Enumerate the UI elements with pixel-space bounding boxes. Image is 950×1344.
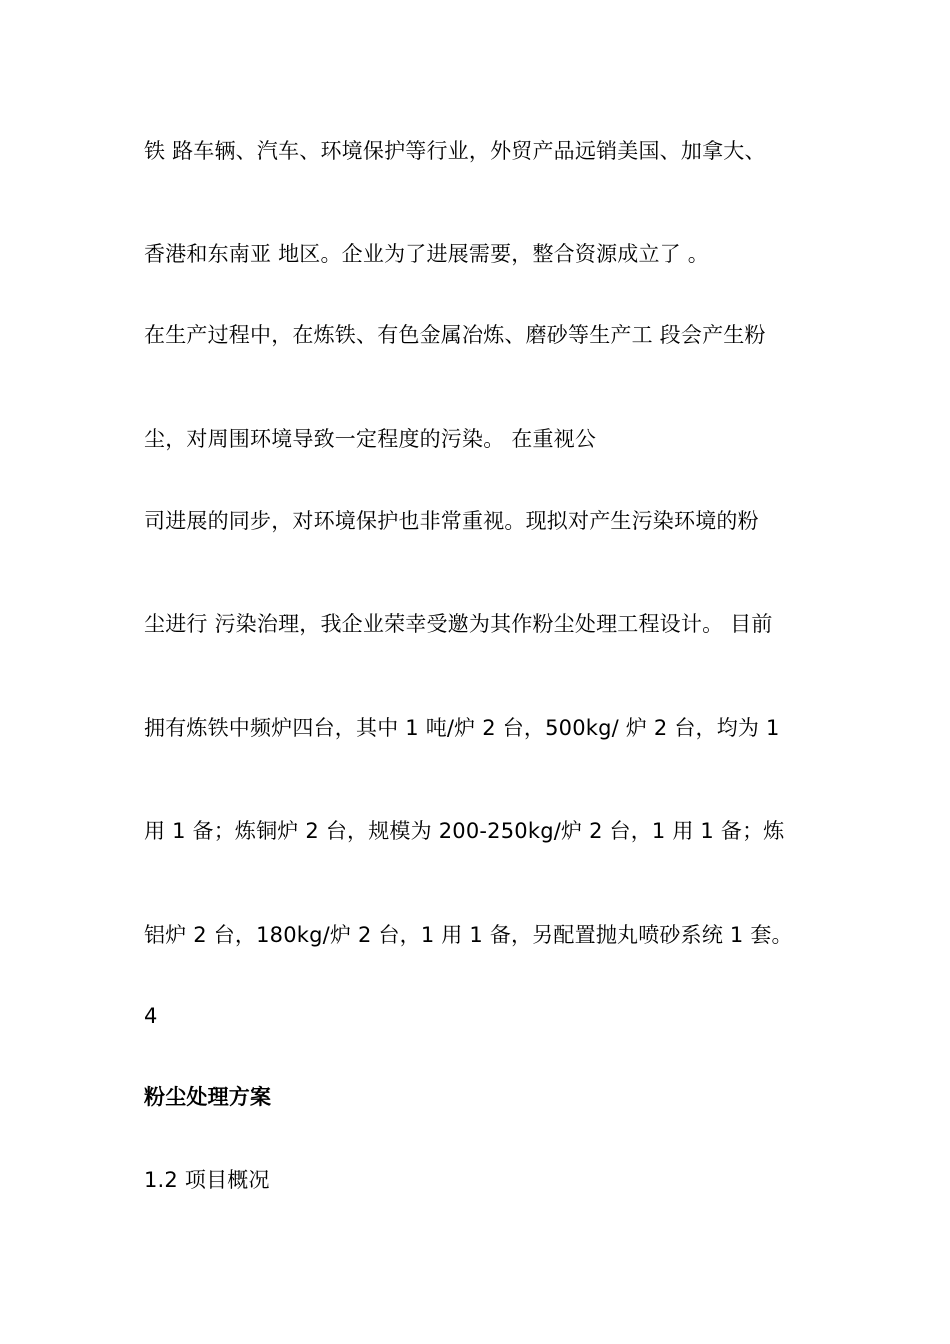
body-text-line-5: 司进展的同步，对环境保护也非常重视。现拟对产生污染环境的粉 bbox=[144, 509, 759, 533]
section-heading: 粉尘处理方案 bbox=[144, 1085, 272, 1109]
body-text-line-1: 铁 路车辆、汽车、环境保护等行业，外贸产品远销美国、加拿大、 bbox=[144, 139, 766, 163]
body-text-line-9: 铝炉 2 台，180kg/炉 2 台，1 用 1 备，另配置抛丸喷砂系统 1 套。 bbox=[144, 923, 793, 947]
body-text-line-7: 拥有炼铁中频炉四台，其中 1 吨/炉 2 台，500kg/ 炉 2 台，均为 1 bbox=[144, 716, 780, 740]
body-text-line-6: 尘进行 污染治理，我企业荣幸受邀为其作粉尘处理工程设计。 目前 bbox=[144, 612, 773, 636]
body-text-line-2: 香港和东南亚 地区。企业为了进展需要，整合资源成立了 。 bbox=[144, 242, 709, 266]
body-text-line-3: 在生产过程中，在炼铁、有色金属冶炼、磨砂等生产工 段会产生粉 bbox=[144, 323, 766, 347]
page-number: 4 bbox=[144, 1004, 158, 1028]
subsection-heading: 1.2 项目概况 bbox=[144, 1168, 270, 1192]
body-text-line-4: 尘，对周围环境导致一定程度的污染。 在重视公 bbox=[144, 427, 597, 451]
body-text-line-8: 用 1 备；炼铜炉 2 台，规模为 200-250kg/炉 2 台，1 用 1 备；炼 bbox=[144, 819, 785, 843]
